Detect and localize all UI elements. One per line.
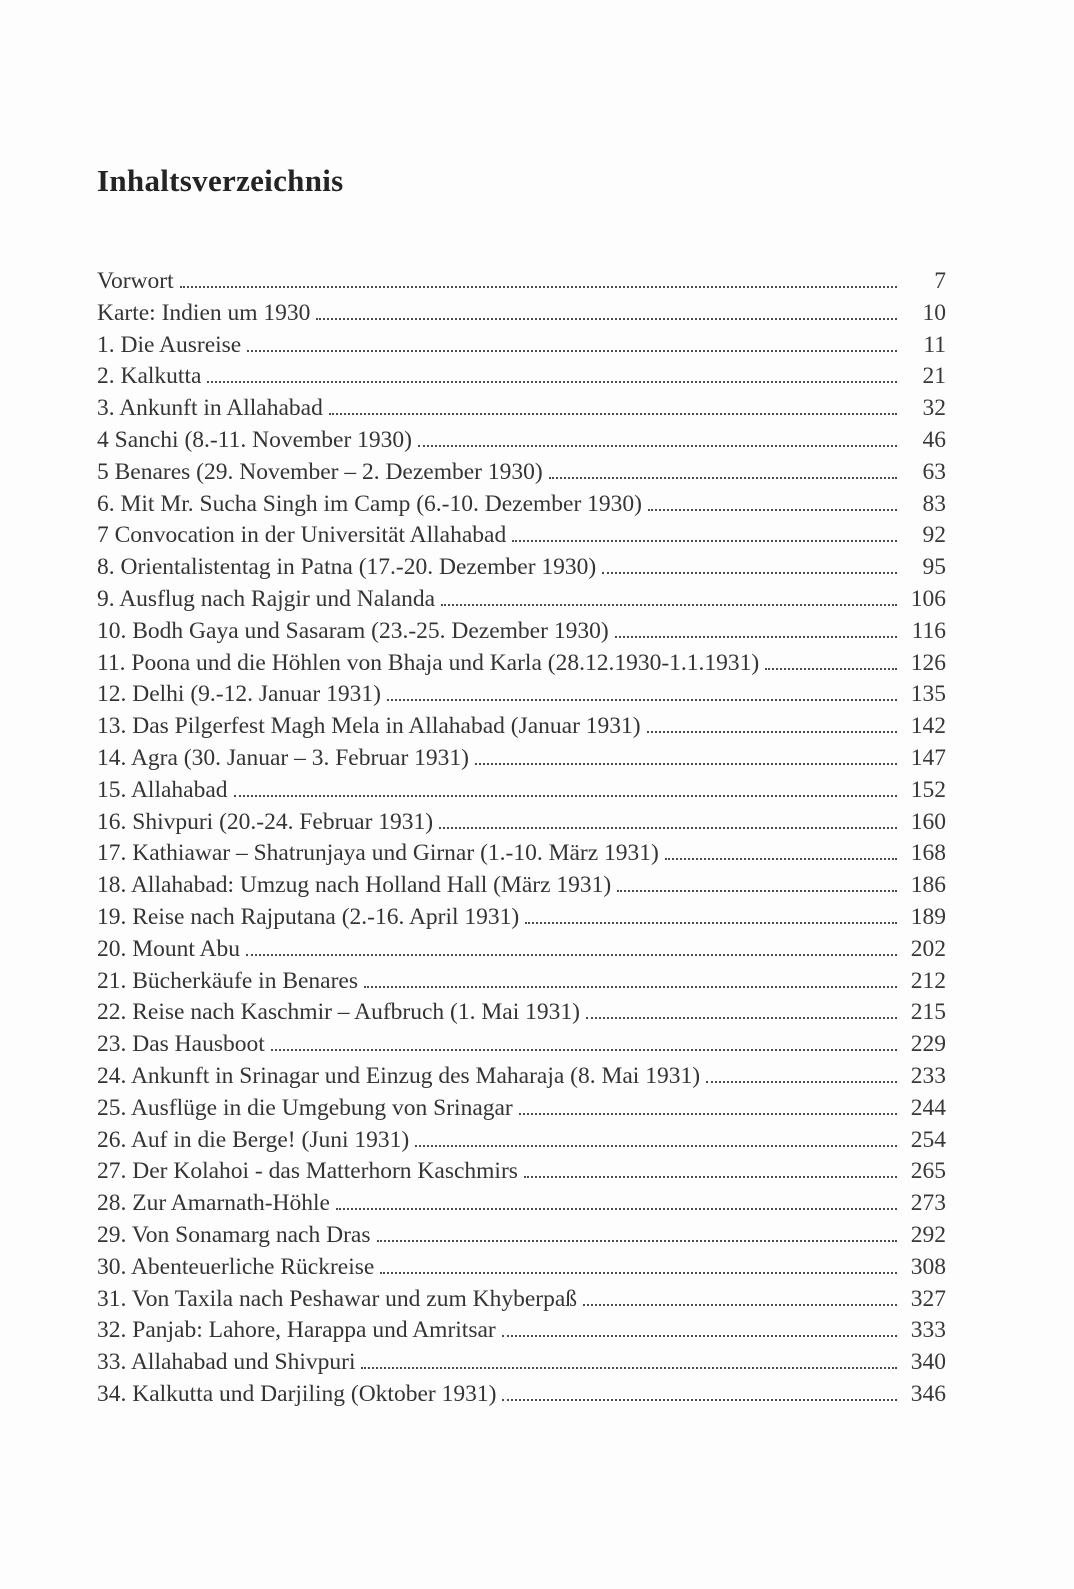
toc-entry-title: 15. Allahabad <box>97 776 228 803</box>
toc-entry-page: 215 <box>910 999 946 1026</box>
toc-entry-page: 152 <box>910 776 946 803</box>
toc-entry-page: 327 <box>910 1285 946 1312</box>
toc-entry <box>97 584 946 616</box>
toc-entry-title: 11. Poona und die Höhlen von Bhaja und Karla (28.12.1930-1.1.1931) <box>97 649 760 676</box>
toc-entry-page: 292 <box>910 1221 946 1248</box>
toc-entry-title: 3. Ankunft in Allahabad <box>97 395 323 422</box>
toc-entry-page: 189 <box>910 903 946 930</box>
toc-entry-title: 5 Benares (29. November – 2. Dezember 1930) <box>97 458 543 485</box>
toc-leader-dots <box>441 604 897 606</box>
toc-leader-dots <box>380 1272 897 1274</box>
toc-leader-dots <box>617 890 897 892</box>
toc-entry-title: 31. Von Taxila nach Peshawar und zum Khyberpaß <box>97 1285 578 1312</box>
toc-entry-title: 10. Bodh Gaya und Sasaram (23.-25. Dezember 1930) <box>97 617 609 644</box>
toc-entry <box>97 1252 946 1284</box>
toc-entry-page: 273 <box>910 1190 946 1217</box>
toc-entry-page: 32 <box>922 395 946 422</box>
toc-list <box>97 266 946 1411</box>
toc-entry-title: 7 Convocation in der Universität Allahabad <box>97 522 507 549</box>
toc-entry <box>97 743 946 775</box>
toc-entry-page: 233 <box>910 1062 946 1089</box>
toc-entry-page: 147 <box>910 744 946 771</box>
toc-entry-page: 126 <box>910 649 946 676</box>
toc-entry <box>97 1379 946 1411</box>
toc-leader-dots <box>364 986 897 988</box>
toc-entry-page: 212 <box>910 967 946 994</box>
toc-entry <box>97 1315 946 1347</box>
toc-entry <box>97 552 946 584</box>
toc-entry-title: 9. Ausflug nach Rajgir und Nalanda <box>97 585 436 612</box>
toc-entry-title: 19. Reise nach Rajputana (2.-16. April 1931) <box>97 903 520 930</box>
toc-entry-page: 333 <box>910 1317 946 1344</box>
toc-entry-page: 160 <box>910 808 946 835</box>
toc-entry-title: 4 Sanchi (8.-11. November 1930) <box>97 426 413 453</box>
toc-leader-dots <box>524 1176 897 1178</box>
toc-entry-title: 6. Mit Mr. Sucha Singh im Camp (6.-10. Dezember 1930) <box>97 490 642 517</box>
toc-leader-dots <box>502 1399 897 1401</box>
toc-leader-dots <box>615 636 897 638</box>
toc-leader-dots <box>329 413 897 415</box>
toc-leader-dots <box>475 763 897 765</box>
toc-entry-page: 83 <box>922 490 946 517</box>
toc-leader-dots <box>180 286 897 288</box>
toc-entry <box>97 1220 946 1252</box>
toc-leader-dots <box>247 350 897 352</box>
toc-leader-dots <box>246 954 897 956</box>
toc-entry <box>97 966 946 998</box>
toc-entry-page: 11 <box>923 331 946 358</box>
toc-leader-dots <box>602 572 897 574</box>
toc-entry-title: 22. Reise nach Kaschmir – Aufbruch (1. Mai 1931) <box>97 999 580 1026</box>
toc-entry-page: 265 <box>910 1158 946 1185</box>
toc-entry-page: 186 <box>910 872 946 899</box>
toc-entry-page: 142 <box>910 713 946 740</box>
toc-entry <box>97 838 946 870</box>
toc-entry-page: 46 <box>922 426 946 453</box>
toc-entry-title: 21. Bücherkäufe in Benares <box>97 967 359 994</box>
toc-entry-title: 34. Kalkutta und Darjiling (Oktober 1931) <box>97 1380 497 1407</box>
toc-leader-dots <box>439 827 897 829</box>
toc-entry-title: 27. Der Kolahoi - das Matterhorn Kaschmirs <box>97 1158 518 1185</box>
toc-leader-dots <box>271 1049 897 1051</box>
toc-entry <box>97 1061 946 1093</box>
toc-entry-page: 63 <box>922 458 946 485</box>
toc-entry-title: 2. Kalkutta <box>97 363 202 390</box>
toc-leader-dots <box>706 1081 897 1083</box>
toc-entry-title: 30. Abenteuerliche Rückreise <box>97 1253 375 1280</box>
toc-entry-page: 254 <box>910 1126 946 1153</box>
toc-entry <box>97 1347 946 1379</box>
toc-leader-dots <box>765 668 897 670</box>
toc-entry-title: 18. Allahabad: Umzug nach Holland Hall (März 1931) <box>97 872 612 899</box>
toc-leader-dots <box>648 509 897 511</box>
toc-leader-dots <box>665 858 897 860</box>
toc-entry <box>97 1093 946 1125</box>
toc-entry-title: 13. Das Pilgerfest Magh Mela in Allahabad (Januar 1931) <box>97 713 641 740</box>
toc-entry-page: 308 <box>910 1253 946 1280</box>
toc-leader-dots <box>525 922 897 924</box>
toc-entry-page: 202 <box>910 935 946 962</box>
toc-entry <box>97 870 946 902</box>
toc-leader-dots <box>316 318 897 320</box>
toc-entry <box>97 679 946 711</box>
toc-entry-page: 10 <box>922 299 946 326</box>
toc-entry-title: 8. Orientalistentag in Patna (17.-20. Dezember 1930) <box>97 554 597 581</box>
toc-entry <box>97 489 946 521</box>
toc-entry-title: 23. Das Hausboot <box>97 1031 265 1058</box>
toc-entry-title: 17. Kathiawar – Shatrunjaya und Girnar (1.-10. März 1931) <box>97 840 659 867</box>
toc-leader-dots <box>377 1240 898 1242</box>
toc-entry-title: 26. Auf in die Berge! (Juni 1931) <box>97 1126 410 1153</box>
toc-entry <box>97 266 946 298</box>
toc-entry-title: 29. Von Sonamarg nach Dras <box>97 1221 371 1248</box>
toc-entry <box>97 1188 946 1220</box>
toc-entry <box>97 997 946 1029</box>
toc-entry <box>97 1284 946 1316</box>
toc-leader-dots <box>387 699 897 701</box>
toc-leader-dots <box>234 795 897 797</box>
toc-entry-title: 1. Die Ausreise <box>97 331 242 358</box>
toc-entry-page: 244 <box>910 1094 946 1121</box>
toc-entry-title: 20. Mount Abu <box>97 935 240 962</box>
toc-entry-title: 25. Ausflüge in die Umgebung von Srinagar <box>97 1094 513 1121</box>
toc-entry <box>97 1156 946 1188</box>
toc-entry <box>97 648 946 680</box>
toc-entry-page: 116 <box>911 617 946 644</box>
toc-entry-page: 7 <box>934 268 946 294</box>
toc-leader-dots <box>336 1208 897 1210</box>
toc-leader-dots <box>418 445 897 447</box>
toc-entry-title: Karte: Indien um 1930 <box>97 299 311 326</box>
toc-entry <box>97 1029 946 1061</box>
toc-entry-title: 24. Ankunft in Srinagar und Einzug des Maharaja (8. Mai 1931) <box>97 1062 701 1089</box>
toc-leader-dots <box>502 1335 897 1337</box>
toc-entry-page: 135 <box>910 681 946 708</box>
toc-leader-dots <box>647 731 897 733</box>
toc-entry <box>97 425 946 457</box>
toc-entry <box>97 902 946 934</box>
toc-entry-page: 346 <box>910 1380 946 1407</box>
toc-leader-dots <box>583 1304 897 1306</box>
toc-entry-title: Vorwort <box>97 268 174 294</box>
toc-entry <box>97 361 946 393</box>
toc-entry-title: 12. Delhi (9.-12. Januar 1931) <box>97 681 381 708</box>
toc-leader-dots <box>549 477 897 479</box>
toc-entry <box>97 1125 946 1157</box>
toc-entry-page: 92 <box>922 522 946 549</box>
toc-entry-title: 14. Agra (30. Januar – 3. Februar 1931) <box>97 744 469 771</box>
toc-leader-dots <box>519 1113 897 1115</box>
page-title: Inhaltsverzeichnis <box>97 163 344 198</box>
toc-entry <box>97 616 946 648</box>
toc-entry <box>97 330 946 362</box>
toc-entry <box>97 520 946 552</box>
toc-entry <box>97 711 946 743</box>
toc-leader-dots <box>415 1145 897 1147</box>
toc-entry-page: 106 <box>910 585 946 612</box>
toc-entry <box>97 807 946 839</box>
toc-entry <box>97 298 946 330</box>
toc-entry-title: 33. Allahabad und Shivpuri <box>97 1349 356 1376</box>
toc-leader-dots <box>361 1367 897 1369</box>
toc-entry-title: 32. Panjab: Lahore, Harappa und Amritsar <box>97 1317 496 1344</box>
toc-entry-page: 21 <box>922 363 946 390</box>
toc-entry-page: 340 <box>910 1349 946 1376</box>
toc-entry-page: 168 <box>910 840 946 867</box>
toc-entry-page: 229 <box>910 1031 946 1058</box>
toc-leader-dots <box>512 540 897 542</box>
toc-leader-dots <box>207 381 897 383</box>
toc-entry-page: 95 <box>922 554 946 581</box>
toc-entry-title: 28. Zur Amarnath-Höhle <box>97 1190 330 1217</box>
toc-leader-dots <box>586 1017 897 1019</box>
toc-entry <box>97 457 946 489</box>
toc-entry <box>97 934 946 966</box>
toc-entry <box>97 775 946 807</box>
toc-entry-title: 16. Shivpuri (20.-24. Februar 1931) <box>97 808 434 835</box>
toc-entry <box>97 393 946 425</box>
